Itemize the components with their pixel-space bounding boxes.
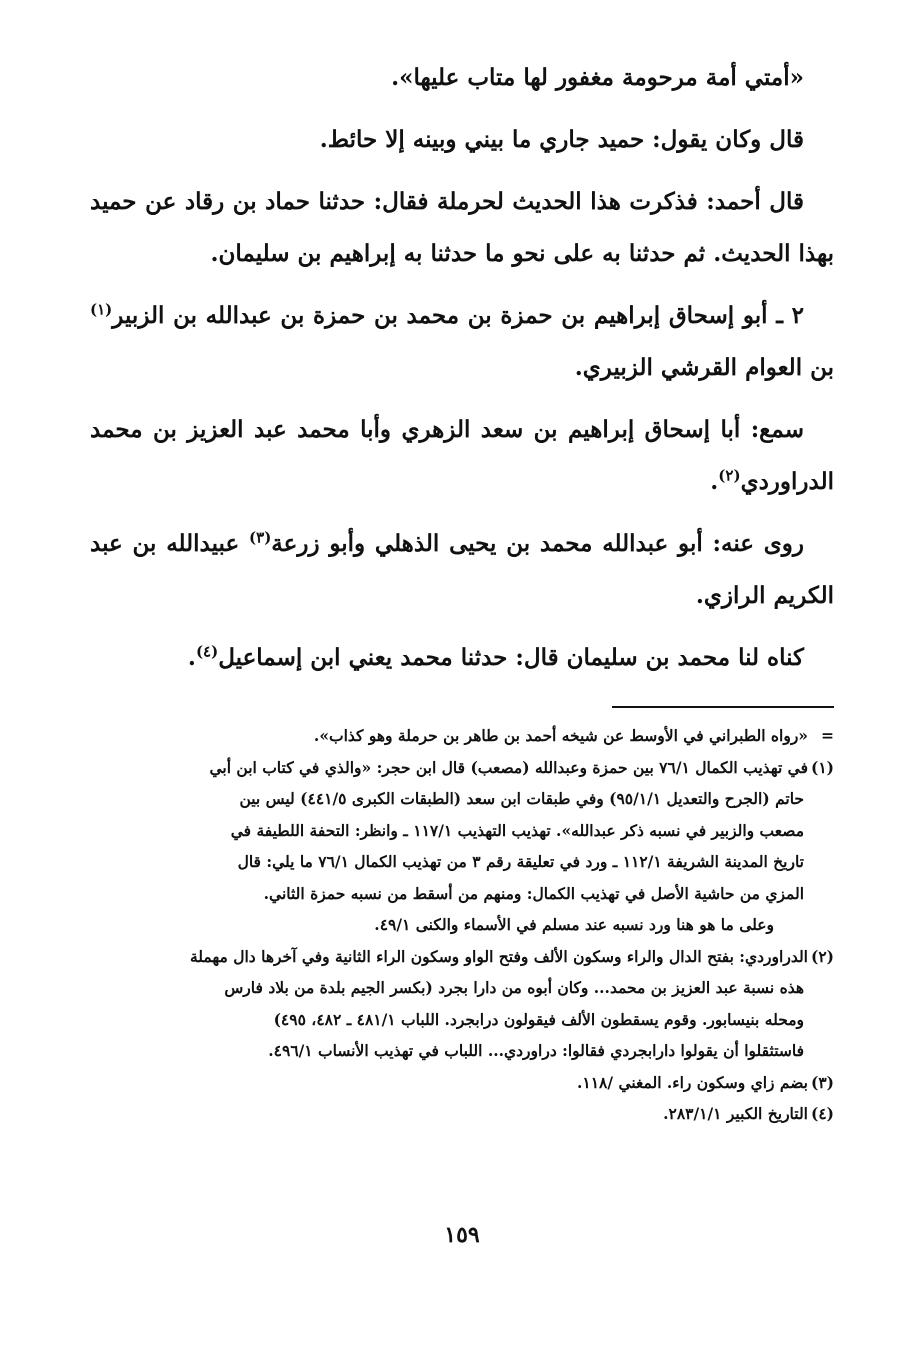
entry-heading-rest: بن العوام القرشي الزبيري.: [574, 354, 834, 381]
paragraph-text: روى عنه: أبو عبدالله محمد بن يحيى الذهلي وأبو زرعة: [271, 530, 804, 557]
footnote-label: (٤): [810, 1104, 834, 1123]
paragraph-text: قال أحمد: فذكرت هذا الحديث لحرملة فقال: حدثنا حماد بن رقاد عن حميد بهذا الحديث. ثم حدثنا به على نحو ما حدثنا به إبراهيم بن سليمان.: [90, 188, 834, 267]
footnote-text: التاريخ الكبير ٢٨٣/١/١.: [663, 1104, 808, 1123]
footnote-ref-2[interactable]: (٢): [718, 466, 741, 485]
entry-heading: ٢ ـ أبو إسحاق إبراهيم بن حمزة بن محمد بن حمزة بن عبدالله بن الزبير: [112, 302, 804, 329]
footnote-ref-3[interactable]: (٣): [249, 528, 272, 547]
paragraph-ahmad: [90, 176, 834, 280]
footnote-3: [90, 1067, 834, 1099]
footnote-2: [90, 941, 834, 1067]
paragraph-hadith-end: [90, 52, 834, 104]
paragraph-text-end: .: [710, 468, 719, 495]
footnote-label: (٣): [810, 1072, 834, 1092]
footnote-line: مصعب والزبير في نسبه ذكر عبدالله». تهذيب التهذيب ١١٧/١ ـ وانظر: التحفة اللطيفة في: [230, 820, 804, 840]
paragraph-kunya: [90, 632, 834, 684]
paragraph-text-end: .: [187, 644, 196, 671]
footnote-label: =: [821, 726, 834, 745]
paragraph-students: [90, 518, 834, 622]
footnote-text: «رواه الطبراني في الأوسط عن شيخه أحمد بن طاهر بن حرملة وهو كذاب».: [313, 726, 808, 745]
footnotes: [90, 720, 834, 1130]
footnote-line: المزي من حاشية الأصل في تهذيب الكمال: ومنهم من أسقط من نسبه حمزة الثاني.: [263, 883, 804, 903]
page-number: ١٥٩: [444, 1222, 480, 1248]
footnote-line: حاتم (الجرح والتعديل ٩٥/١/١) وفي طبقات ابن سعد (الطبقات الكبرى ٤٤١/٥) ليس بين: [239, 789, 804, 808]
paragraph-text: كناه لنا محمد بن سليمان قال: حدثنا محمد يعني ابن إسماعيل: [218, 644, 804, 671]
footnote-line: وعلى ما هو هنا ورد نسبه عند مسلم في الأسماء والكنى ٤٩/١.: [374, 915, 774, 934]
paragraph-text: سمع: أبا إسحاق إبراهيم بن سعد الزهري وأبا محمد عبد العزيز بن محمد الدراوردي: [90, 416, 834, 495]
footnote-label: (٢): [810, 946, 834, 966]
paragraph-text: قال وكان يقول: حميد جاري ما بيني وبينه إلا حائط.: [319, 126, 804, 153]
footnote-ref-4[interactable]: (٤): [195, 642, 219, 661]
footnote-continuation: [90, 720, 834, 752]
footnote-separator: [612, 706, 834, 708]
footnote-line: تاريخ المدينة الشريفة ١١٢/١ ـ ورد في تعليقة رقم ٣ من تهذيب الكمال ٧٦/١ ما يلي: قال: [237, 852, 804, 871]
footnote-line: الدراوردي: بفتح الدال والراء وسكون الألف وفتح الواو وسكون الراء الثانية وفي آخرها دال مهملة: [189, 946, 808, 966]
paragraph-entry-2: [90, 290, 834, 394]
main-text: [90, 52, 834, 694]
paragraph-text: «أمتي أمة مرحومة مغفور لها متاب عليها».: [391, 64, 804, 91]
paragraph-humayd: [90, 114, 834, 166]
footnote-line: هذه نسبة عبد العزيز بن محمد... وكان أبوه من دارا بجرد (بكسر الجيم بلدة من بلاد فارس: [224, 978, 804, 997]
footnote-ref-1[interactable]: (١): [90, 300, 113, 319]
footnote-label: (١): [810, 757, 834, 777]
footnote-1: [90, 752, 834, 941]
paragraph-teachers: [90, 404, 834, 508]
footnote-4: [90, 1098, 834, 1130]
footnote-text: بضم زاي وسكون راء. المغني /١١٨.: [577, 1072, 808, 1092]
footnote-line: في تهذيب الكمال ٧٦/١ بين حمزة وعبدالله (مصعب) قال ابن حجر: «والذي في كتاب ابن أبي: [209, 757, 808, 777]
footnote-line: فاستثقلوا أن يقولوا دارابجردي فقالوا: دراوردي... اللباب في تهذيب الأنساب ٤٩٦/١.: [268, 1041, 804, 1060]
paragraph-text-end: عبيدالله بن عبد الكريم الرازي.: [90, 530, 834, 609]
footnote-line: ومحله بنيسابور. وقوم يسقطون الألف فيقولون درابجرد. اللباب ٤٨١/١ ـ ٤٨٢، ٤٩٥): [273, 1009, 804, 1029]
